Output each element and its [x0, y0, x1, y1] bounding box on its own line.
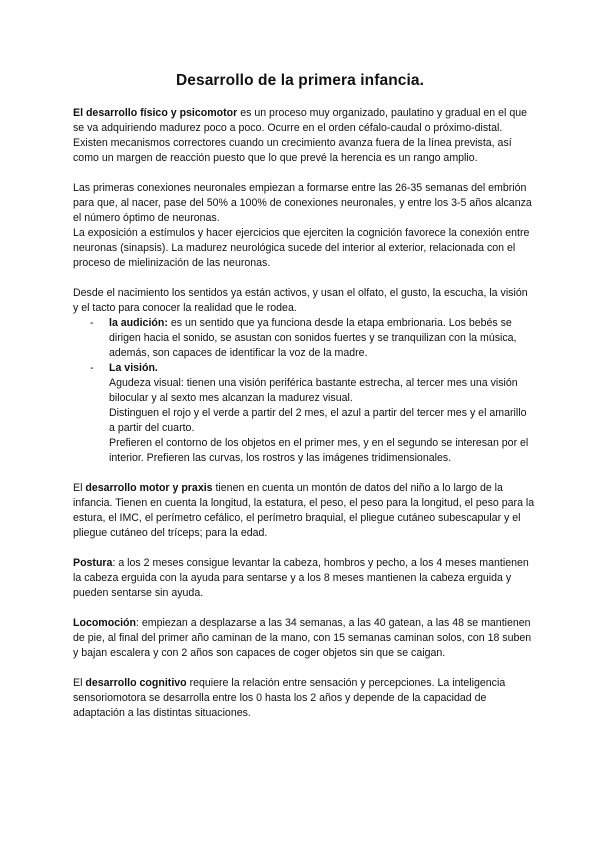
paragraph-exposicion: La exposición a estímulos y hacer ejercicios que ejerciten la cognición favorece la conexión entre neuronas (sinapsis). La madurez neurológica sucede del interior al exterior, relacionada con el proceso de mielinización de las neuronas.	[73, 227, 530, 269]
term-audicion: la audición:	[109, 317, 168, 329]
paragraph-locomocion: Locomoción: empiezan a desplazarse a las 34 semanas, a las 40 gatean, a las 48 se mantienen de pie, al final del primer año caminan de la mano, con 15 semanas caminan solos, con 18 suben y bajan escalera y con 2 años son capaces de coger objetos sin que se caigan.	[73, 617, 532, 659]
list-item-audicion: - la audición: es un sentido que ya funciona desde la etapa embrionaria. Los bebés se dirigen hacia el sonido, se asustan con sonidos fuertes y se tranquilizan con la música, además, son capaces de identificar la voz de la madre.	[90, 317, 517, 359]
document-body	[73, 106, 535, 721]
vision-colores: Distinguen el rojo y el verde a partir del 2 mes, el azul a partir del tercer mes y el amarillo a partir del cuarto.	[109, 407, 527, 434]
term-desarrollo-fisico: El desarrollo físico y psicomotor	[73, 107, 238, 119]
paragraph-desarrollo-fisico: El desarrollo físico y psicomotor es un proceso muy organizado, paulatino y gradual en el que se va adquiriendo madurez poco a poco. Ocurre en el orden céfalo-caudal o próximo-distal.	[73, 107, 528, 134]
term-desarrollo-cognitivo: desarrollo cognitivo	[85, 677, 187, 689]
list-item-vision	[73, 361, 535, 466]
paragraph-desarrollo-cognitivo: El desarrollo cognitivo requiere la relación entre sensación y percepciones. La inteligencia sensoriomotora se desarrolla entre los 0 hasta los 2 años y depende de la capacidad de adaptación a las distintas situaciones.	[73, 677, 506, 719]
term-locomocion: Locomoción	[73, 617, 136, 629]
term-postura: Postura	[73, 557, 113, 569]
page-title: Desarrollo de la primera infancia.	[175, 72, 425, 89]
paragraph-desarrollo-motor: El desarrollo motor y praxis tienen en cuenta un montón de datos del niño a lo largo de la infancia. Tienen en cuenta la longitud, la estatura, el peso, el peso para la longitud, el peso para la estura, el IMC, el perímetro cefálico, el perímetro braquial, el pliegue cutáneo subescapular y el pliegue cutáneo del tríceps; para la edad.	[73, 482, 535, 539]
vision-agudeza: Agudeza visual: tienen una visión periférica bastante estrecha, al tercer mes una visión bilocular y al sexto mes alcanzan la madurez visual.	[109, 377, 518, 404]
paragraph-conexiones: Las primeras conexiones neuronales empiezan a formarse entre las 26-35 semanas del embrión para que, al nacer, pase del 50% a 100% de conexiones neuronales, y entre los 3-5 años alcanza el número óptimo de neuronas.	[73, 182, 532, 224]
vision-contorno: Prefieren el contorno de los objetos en el primer mes, y en el segundo se interesan por el interior. Prefieren las curvas, los rostros y las imágenes tridimensionales.	[109, 437, 529, 464]
paragraph-postura: Postura: a los 2 meses consigue levantar la cabeza, hombros y pecho, a los 4 meses mantienen la cabeza erguida con la ayuda para sentarse y a los 8 meses mantienen la cabeza erguida y pueden sentarse sin ayuda.	[73, 557, 529, 599]
paragraph-mecanismos: Existen mecanismos correctores cuando un crecimiento avanza fuera de la línea prevista, así como un margen de reacción puesto que lo que prevé la herencia es un rango amplio.	[73, 137, 512, 164]
senses-list	[73, 316, 535, 466]
term-desarrollo-motor: desarrollo motor y praxis	[85, 482, 213, 494]
list-bullet: -	[90, 317, 94, 329]
list-bullet: -	[90, 362, 94, 374]
paragraph-sentidos: Desde el nacimiento los sentidos ya están activos, y usan el olfato, el gusto, la escucha, la visión y el tacto para conocer la realidad que le rodea.	[73, 287, 528, 314]
term-vision: La visión.	[109, 362, 158, 374]
